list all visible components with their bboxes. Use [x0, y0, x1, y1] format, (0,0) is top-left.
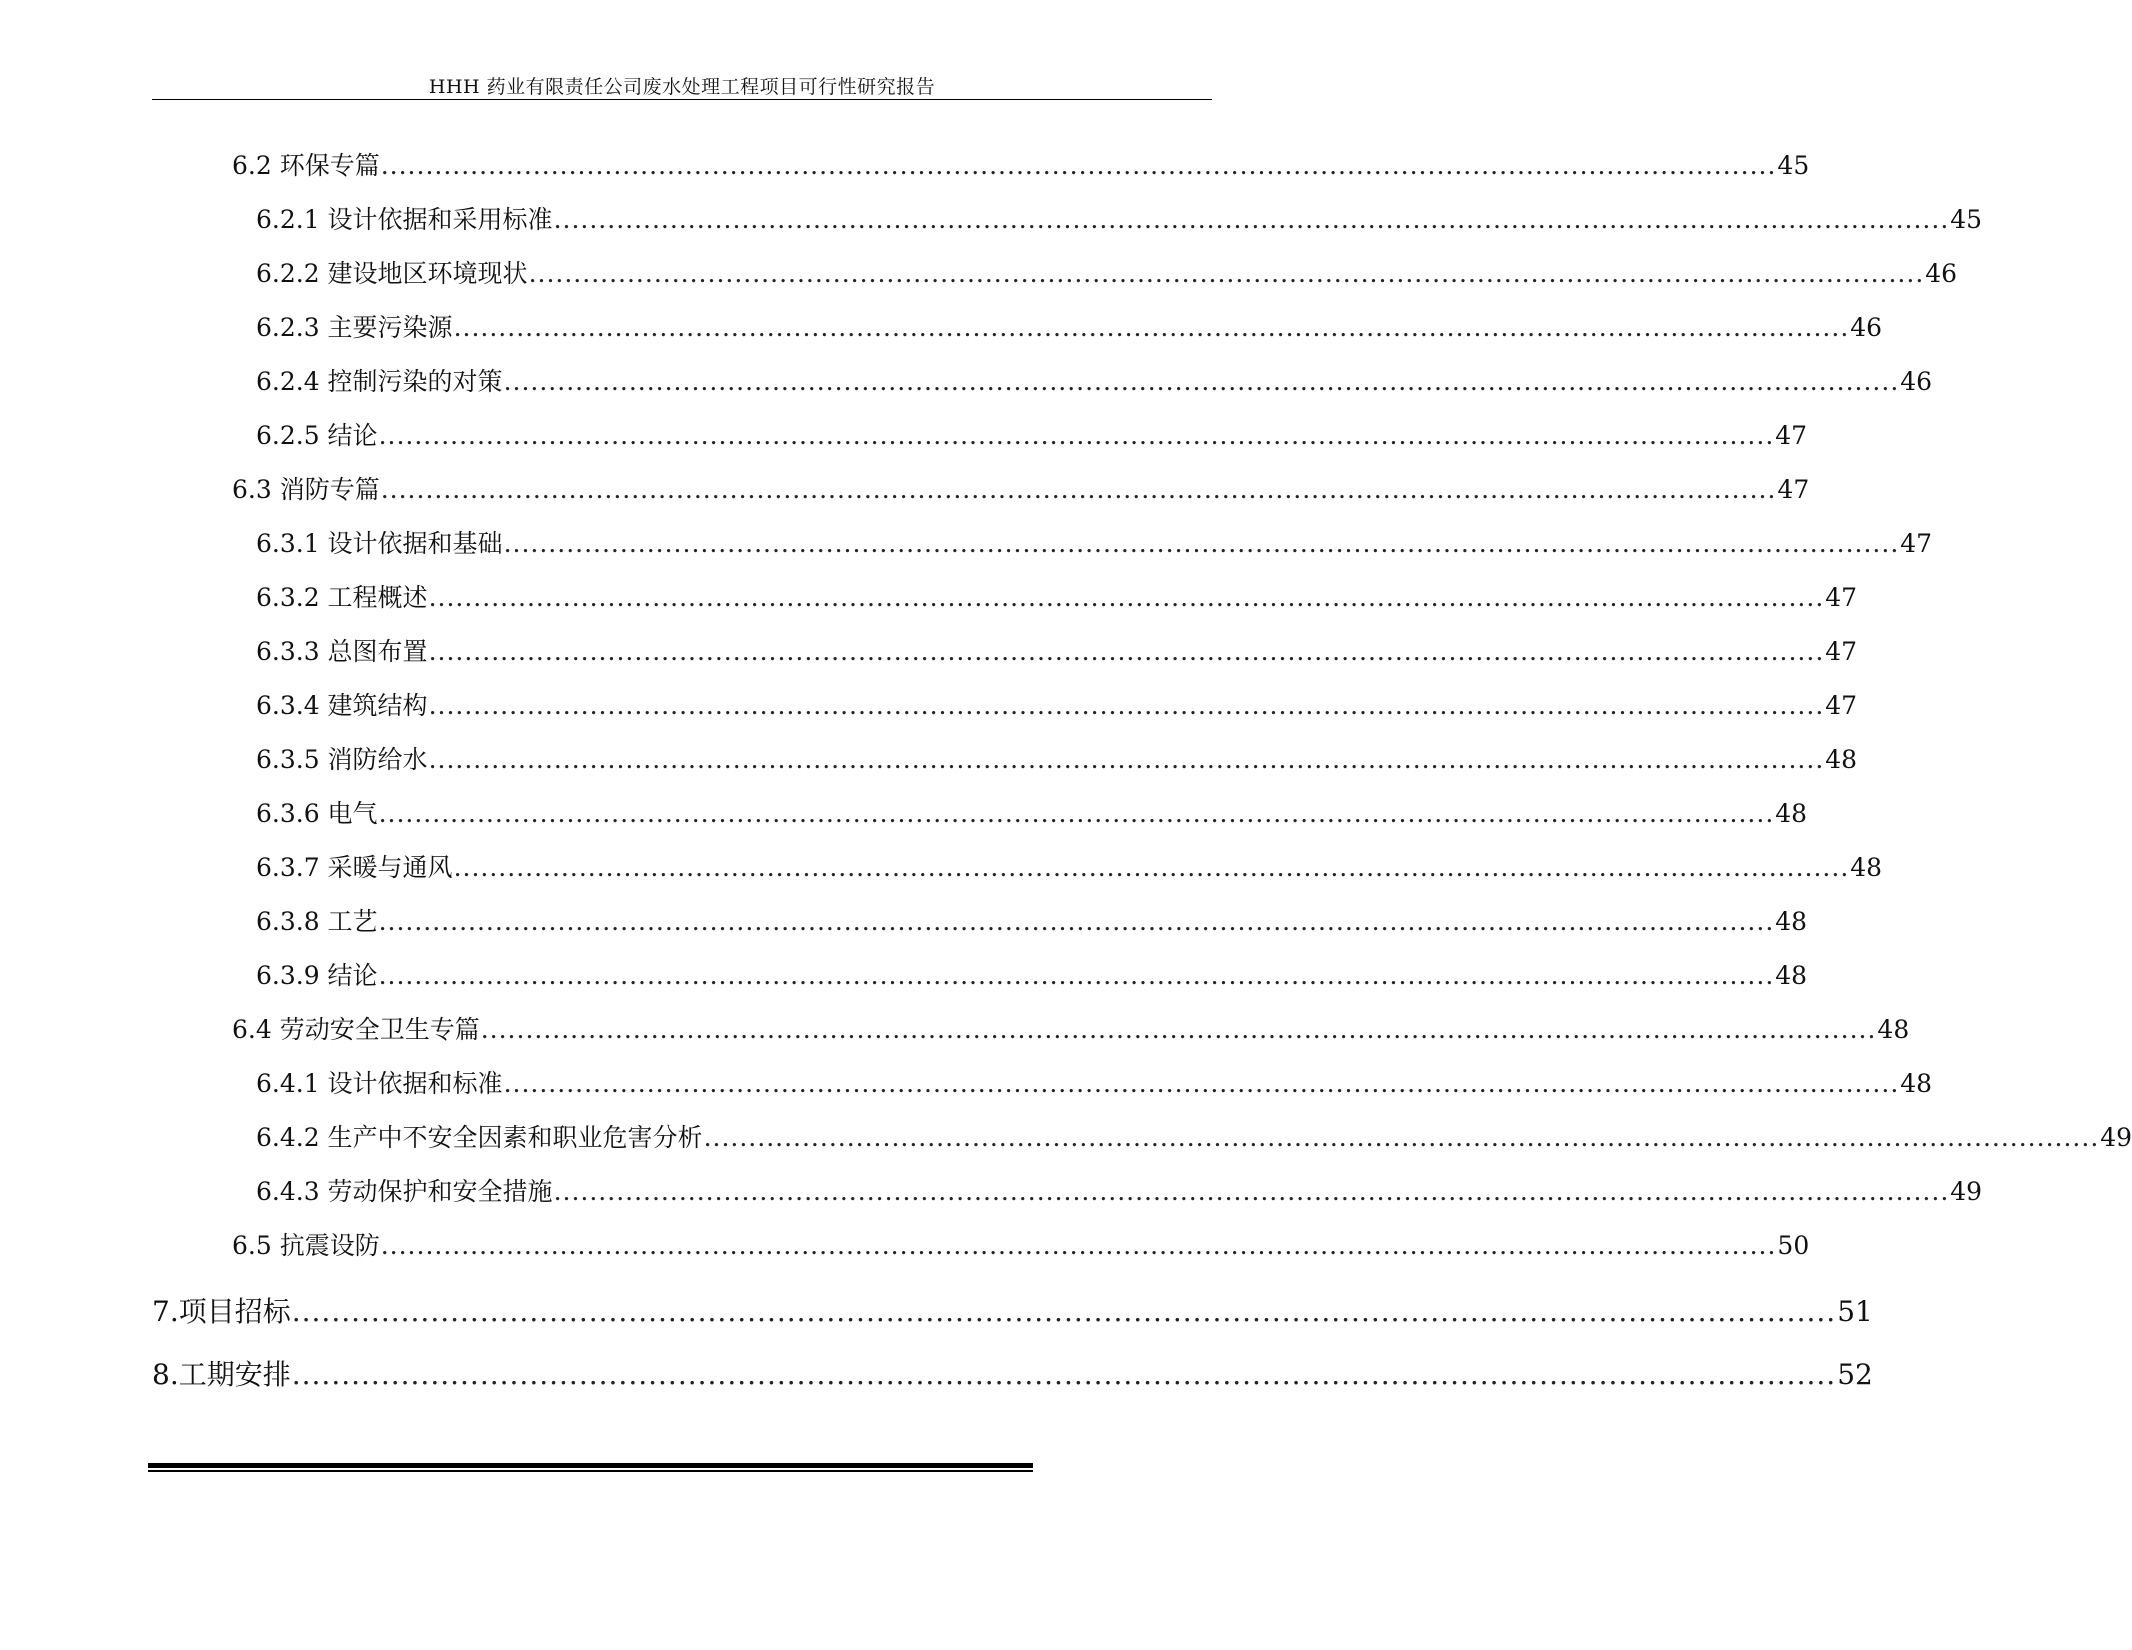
toc-entry[interactable] [232, 470, 1810, 506]
toc-entry[interactable] [256, 740, 1858, 776]
toc-page-number: 47 [1825, 691, 1858, 720]
toc-dot-leader: ............................................................................................................................................................ [480, 1015, 1877, 1044]
toc-dot-leader: ............................................................................................................................................................ [378, 961, 1775, 990]
toc-entry[interactable] [256, 308, 1883, 344]
toc-dot-leader: ............................................................................................................................................................ [380, 475, 1777, 504]
toc-page-number: 48 [1775, 799, 1808, 828]
toc-dot-leader: ............................................................................................................................................................ [291, 1358, 1837, 1391]
toc-page-number: 47 [1825, 637, 1858, 666]
toc-page-number: 48 [1900, 1069, 1933, 1098]
toc-entry[interactable] [152, 1353, 1873, 1393]
toc-page-number: 48 [1825, 745, 1858, 774]
footer-rule [148, 1470, 1033, 1472]
toc-entry-label: 6.3 消防专篇 [232, 475, 380, 504]
toc-entry[interactable] [256, 902, 1808, 938]
toc-entry-label: 6.2.3 主要污染源 [256, 313, 453, 342]
toc-page-number: 51 [1837, 1295, 1873, 1328]
toc-entry[interactable] [256, 632, 1858, 668]
toc-dot-leader: ............................................................................................................................................................ [528, 259, 1925, 288]
toc-page-number: 45 [1777, 151, 1810, 180]
toc-page-number: 47 [1775, 421, 1808, 450]
toc-entry[interactable] [232, 1010, 1910, 1046]
toc-page-number: 46 [1850, 313, 1883, 342]
toc-entry[interactable] [232, 1226, 1810, 1262]
toc-entry[interactable] [256, 524, 1933, 560]
toc-entry-label: 6.4 劳动安全卫生专篇 [232, 1015, 480, 1044]
footer-rule [148, 1463, 1033, 1468]
toc-entry[interactable] [256, 686, 1858, 722]
toc-entry[interactable] [256, 254, 1958, 290]
toc-dot-leader: ............................................................................................................................................................ [428, 691, 1825, 720]
toc-dot-leader: ............................................................................................................................................................ [380, 151, 1777, 180]
toc-dot-leader: ............................................................................................................................................................ [428, 637, 1825, 666]
toc-entry-label: 6.2.2 建设地区环境现状 [256, 259, 528, 288]
toc-entry-label: 6.2.5 结论 [256, 421, 378, 450]
toc-entry-label: 6.2.4 控制污染的对策 [256, 367, 503, 396]
toc-entry-label: 6.3.7 采暖与通风 [256, 853, 453, 882]
toc-entry-label: 6.4.3 劳动保护和安全措施 [256, 1177, 553, 1206]
toc-entry-label: 6.3.9 结论 [256, 961, 378, 990]
toc-entry-label: 6.4.1 设计依据和标准 [256, 1069, 503, 1098]
toc-dot-leader: ............................................................................................................................................................ [553, 1177, 1950, 1206]
toc-page-number: 48 [1850, 853, 1883, 882]
toc-dot-leader: ............................................................................................................................................................ [378, 907, 1775, 936]
toc-page-number: 52 [1837, 1358, 1873, 1391]
running-header-title: HHH 药业有限责任公司废水处理工程项目可行性研究报告 [428, 76, 936, 98]
toc-entry-label: 7.项目招标 [152, 1295, 291, 1328]
toc-entry-label: 6.4.2 生产中不安全因素和职业危害分析 [256, 1123, 703, 1152]
toc-page-number: 49 [2100, 1123, 2132, 1152]
toc-entry-label: 6.3.8 工艺 [256, 907, 378, 936]
toc-page-number: 47 [1777, 475, 1810, 504]
toc-entry-label: 6.2 环保专篇 [232, 151, 380, 180]
toc-entry-label: 6.3.4 建筑结构 [256, 691, 428, 720]
toc-dot-leader: ............................................................................................................................................................ [380, 1231, 1777, 1260]
toc-page-number: 48 [1775, 961, 1808, 990]
toc-entry[interactable] [256, 200, 1983, 236]
toc-dot-leader: ............................................................................................................................................................ [503, 367, 1900, 396]
toc-entry-label: 6.2.1 设计依据和采用标准 [256, 205, 553, 234]
toc-dot-leader: ............................................................................................................................................................ [291, 1295, 1837, 1328]
toc-entry[interactable] [256, 1172, 1983, 1208]
toc-dot-leader: ............................................................................................................................................................ [428, 745, 1825, 774]
toc-page-number: 49 [1950, 1177, 1983, 1206]
toc-entry[interactable] [256, 362, 1933, 398]
toc-entry-label: 8.工期安排 [152, 1358, 291, 1391]
toc-page-number: 45 [1950, 205, 1983, 234]
toc-entry[interactable] [232, 146, 1810, 182]
toc-entry[interactable] [256, 1118, 2132, 1154]
toc-page-number: 48 [1877, 1015, 1910, 1044]
toc-entry[interactable] [256, 578, 1858, 614]
toc-entry[interactable] [256, 1064, 1933, 1100]
toc-entry[interactable] [256, 848, 1883, 884]
toc-dot-leader: ............................................................................................................................................................ [378, 421, 1775, 450]
toc-page-number: 46 [1900, 367, 1933, 396]
toc-entry[interactable] [256, 794, 1808, 830]
toc-dot-leader: ............................................................................................................................................................ [453, 853, 1850, 882]
toc-dot-leader: ............................................................................................................................................................ [503, 529, 1900, 558]
toc-dot-leader: ............................................................................................................................................................ [453, 313, 1850, 342]
toc-page-number: 47 [1825, 583, 1858, 612]
toc-entry-label: 6.3.3 总图布置 [256, 637, 428, 666]
toc-page-number: 48 [1775, 907, 1808, 936]
toc-dot-leader: ............................................................................................................................................................ [703, 1123, 2100, 1152]
toc-entry-label: 6.5 抗震设防 [232, 1231, 380, 1260]
toc-dot-leader: ............................................................................................................................................................ [378, 799, 1775, 828]
toc-page-number: 47 [1900, 529, 1933, 558]
toc-dot-leader: ............................................................................................................................................................ [553, 205, 1950, 234]
toc-entry[interactable] [256, 416, 1808, 452]
toc-entry-label: 6.3.6 电气 [256, 799, 378, 828]
toc-entry[interactable] [152, 1290, 1873, 1330]
toc-entry-label: 6.3.5 消防给水 [256, 745, 428, 774]
toc-page-number: 46 [1925, 259, 1958, 288]
toc-page-number: 50 [1777, 1231, 1810, 1260]
toc-entry-label: 6.3.2 工程概述 [256, 583, 428, 612]
toc-entry-label: 6.3.1 设计依据和基础 [256, 529, 503, 558]
toc-dot-leader: ............................................................................................................................................................ [428, 583, 1825, 612]
toc-dot-leader: ............................................................................................................................................................ [503, 1069, 1900, 1098]
toc-entry[interactable] [256, 956, 1808, 992]
